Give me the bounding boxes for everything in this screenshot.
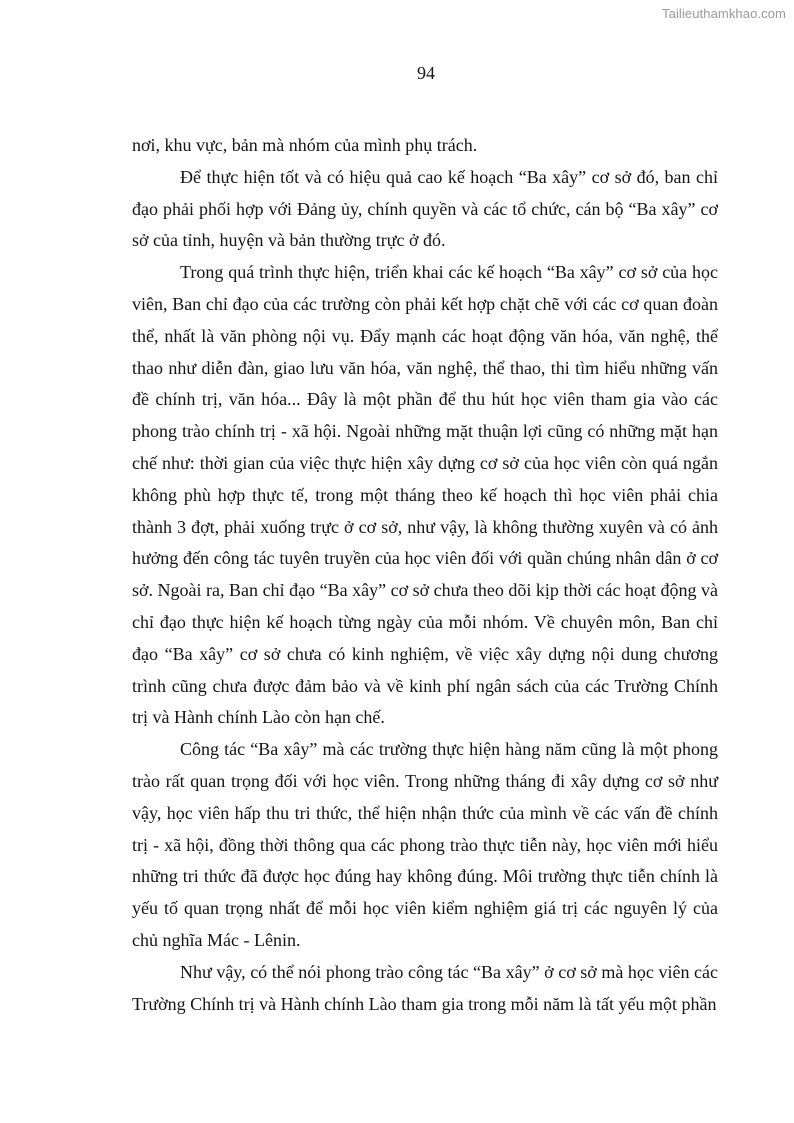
paragraph-continuation: nơi, khu vực, bản mà nhóm của mình phụ trách. [132,135,478,155]
document-body [132,130,718,1020]
watermark-text: Tailieuthamkhao.com [661,6,786,21]
paragraph: Như vậy, có thể nói phong trào công tác “Ba xây” ở cơ sở mà học viên các Trường Chính trị và Hành chính Lào tham gia trong mỗi năm là tất yếu một phần [132,961,718,1014]
paragraph: Công tác “Ba xây” mà các trường thực hiện hàng năm cũng là một phong trào rất quan trọng đối với học viên. Trong những tháng đi xây dựng cơ sở như vậy, học viên hấp thu tri thức, thể hiện nhận thức của mình về các vấn đề chính trị - xã hội, đồng thời thông qua các phong trào thực tiễn này, học viên mới hiểu những tri thức đã được học đúng hay không đúng. Môi trường thực tiễn chính là yếu tố quan trọng nhất để mỗi học viên kiểm nghiệm giá trị các nguyên lý của chủ nghĩa Mác - Lênin. [132,739,718,950]
paragraph: Trong quá trình thực hiện, triển khai các kế hoạch “Ba xây” cơ sở của học viên, Ban chỉ đạo của các trường còn phải kết hợp chặt chẽ với các cơ quan đoàn thể, nhất là văn phòng nội vụ. Đẩy mạnh các hoạt động văn hóa, văn nghệ, thể thao như diễn đàn, giao lưu văn hóa, văn nghệ, thể thao, thi tìm hiểu những vấn đề chính trị, văn hóa... Đây là một phần để thu hút học viên tham gia vào các phong trào chính trị - xã hội. Ngoài những mặt thuận lợi cũng có những mặt hạn chế như: thời gian của việc thực hiện xây dựng cơ sở của học viên còn quá ngắn không phù hợp thực tế, trong một tháng theo kế hoạch thì học viên phải chia thành 3 đợt, phải xuống trực ở cơ sở, như vậy, là không thường xuyên và có ảnh hưởng đến công tác tuyên truyền của học viên đối với quần chúng nhân dân ở cơ sở. Ngoài ra, Ban chỉ đạo “Ba xây” cơ sở chưa theo dõi kịp thời các hoạt động và chỉ đạo thực hiện kế hoạch từng ngày của mỗi nhóm. Về chuyên môn, Ban chỉ đạo “Ba xây” cơ sở chưa có kinh nghiệm, về việc xây dựng nội dung chương trình cũng chưa được đảm bảo và về kinh phí ngân sách của các Trường Chính trị và Hành chính Lào còn hạn chế. [132,262,718,728]
paragraph: Để thực hiện tốt và có hiệu quả cao kế hoạch “Ba xây” cơ sở đó, ban chỉ đạo phải phối hợp với Đảng ủy, chính quyền và các tổ chức, cán bộ “Ba xây” cơ sở của tỉnh, huyện và bản thường trực ở đó. [132,166,718,251]
page-number: 94 [417,63,435,83]
